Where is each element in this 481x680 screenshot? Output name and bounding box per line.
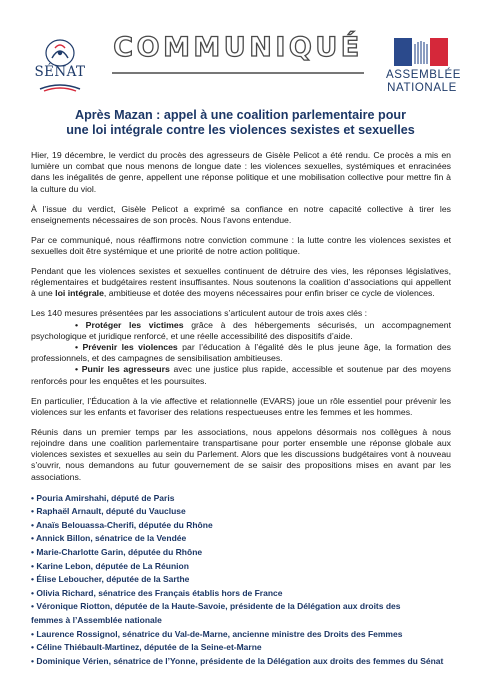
signatory-continuation: femmes à l’Assemblée nationale [31, 615, 162, 625]
signatory: • Raphaël Arnault, député du Vaucluse [31, 505, 451, 519]
signatory: • Laurence Rossignol, sénatrice du Val-de-Marne, ancienne ministre des Droits des Femmes [31, 628, 451, 642]
paragraph-call-to-colleagues: Réunis dans un premier temps par les associations, nous appelons désormais nos collègues à nous rejoindre dans une coalition parlementaire transpartisane pour porter ensemble une réponse globale aux violences sexistes et sexuelles au sein du Parlement. Alors que les discussions budgétaires vont à nouveau s’ouvrir, nous demandons au futur gouvernement de se saisir des propositions mises en avant par les associations. [31, 426, 451, 482]
coalition-text-a: Pendant que les violences sexistes et sexuelles continuent de détruire des vies, les réponses législatives, réglementaires et budgétaires restent insuffisantes. Nous soutenons la coalition d’associations qui appellent à une [31, 266, 451, 299]
senat-swoosh-icon [38, 82, 82, 92]
signatory: • Annick Billon, sénatrice de la Vendée [31, 532, 451, 546]
senat-logo-text: SÉNAT [34, 64, 86, 80]
an-logo-line1: ASSEMBLÉE [386, 69, 462, 81]
press-release-body [31, 150, 451, 668]
signatory: • Céline Thiébault-Martinez, députée de la Seine-et-Marne [31, 641, 451, 655]
assemblee-nationale-logo [386, 38, 462, 102]
measure-prevent-label: • Prévenir les violences [75, 342, 178, 353]
title-line-1: Après Mazan : appel à une coalition parlementaire pour [74, 108, 406, 122]
paragraph-coalition [31, 266, 451, 300]
measure-protect-label: • Protéger les victimes [75, 319, 184, 330]
measure-protect-text: grâce à des hébergements sécurisés, un accompagnement psychologique et juridique renforcé, et une réelle accessibilité des dispositifs d’aide. [31, 319, 451, 341]
signatories-list [31, 492, 451, 669]
signatory: • Karine Lebon, députée de La Réunion [31, 560, 451, 574]
signatory: • Dominique Vérien, sénatrice de l’Yonne, présidente de la Délégation aux droits des femmes du Sénat [31, 655, 451, 669]
paragraph-verdict: Hier, 19 décembre, le verdict du procès des agresseurs de Gisèle Pelicot a été rendu. Ce procès a mis en lumière un combat que nous menons de longue date : les violences sexuelles, systémiques et enracinées dans les inégalités de genre, appellent une réponse politique et une mobilisation collective pour mettre fin à la culture du viol. [31, 150, 451, 194]
signatory: • Olivia Richard, sénatrice des Français établis hors de France [31, 587, 451, 601]
paragraph-pelicot: À l’issue du verdict, Gisèle Pelicot a exprimé sa confiance en notre capacité collective à tirer les enseignements nécessaires de son procès. Nous l’avons entendue. [31, 203, 451, 225]
measure-punish-label: • Punir les agresseurs [75, 364, 170, 375]
title-line-2: une loi intégrale contre les violences sexistes et sexuelles [66, 123, 415, 137]
tricolor-hemicycle-icon [394, 38, 448, 66]
press-release-title [40, 108, 441, 138]
banner-underline [112, 72, 364, 74]
communique-banner: COMMUNIQUÉ [113, 32, 363, 63]
coalition-text-b: , ambitieuse et dotée des moyens nécessaires pour enfin briser ce cycle de violences. [103, 288, 435, 299]
measure-protect [31, 320, 451, 342]
an-logo-line2: NATIONALE [387, 82, 457, 94]
signatory: • Véronique Riotton, députée de la Haute-Savoie, présidente de la Délégation aux droits des [31, 600, 451, 614]
measure-prevent [31, 342, 451, 364]
signatory: • Anaïs Belouassa-Cherifi, députée du Rhône [31, 519, 451, 533]
measures-section [31, 308, 451, 386]
signatory: • Pouria Amirshahi, député de Paris [31, 492, 451, 506]
measure-prevent-text: par l’éducation à l’égalité dès le plus jeune âge, la formation des professionnels, et des campagnes de sensibilisation ambitieuses. [31, 342, 452, 364]
signatory: • Marie-Charlotte Garin, députée du Rhône [31, 546, 451, 560]
signatory: • Élise Leboucher, députée de la Sarthe [31, 573, 451, 587]
measure-punish-text: avec une justice plus rapide, accessible et soutenue par des moyens renforcés pour les enquêtes et les poursuites. [31, 364, 451, 386]
paragraph-conviction: Par ce communiqué, nous réaffirmons notre conviction commune : la lutte contre les violences sexistes et sexuelles doit être systémique et une priorité de notre action politique. [31, 234, 451, 257]
measure-punish [31, 364, 451, 386]
paragraph-evars: En particulier, l’Éducation à la vie affective et relationnelle (EVARS) joue un rôle essentiel pour prévenir les violences sur les enfants et favoriser des relations respectueuses entre les femmes et les hommes. [31, 395, 451, 417]
coalition-text-bold: loi intégrale [55, 288, 104, 299]
measures-intro: Les 140 mesures présentées par les associations s’articulent autour de trois axes clés : [31, 308, 368, 319]
senat-logo [30, 38, 90, 94]
